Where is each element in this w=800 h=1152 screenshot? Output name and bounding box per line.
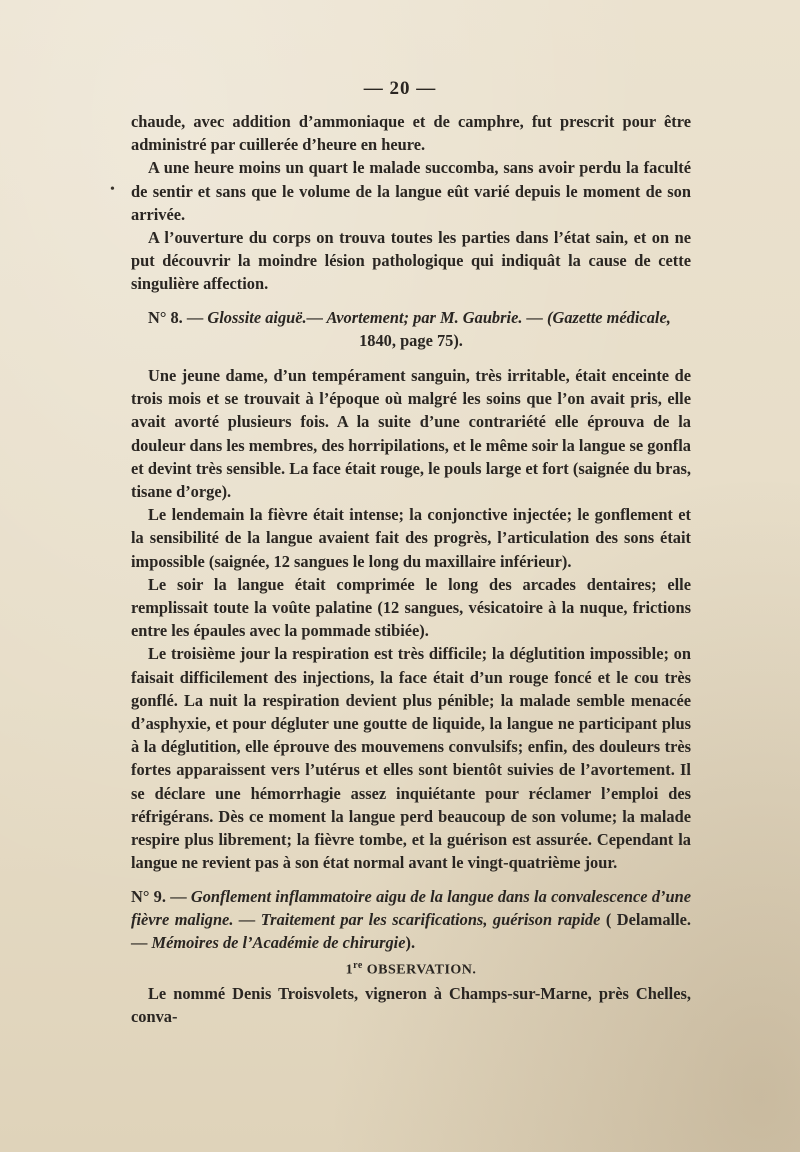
paragraph-observation-start: Le nommé Denis Troisvolets, vigneron à Champs-sur-Marne, près Chelles, conva- bbox=[131, 983, 691, 1027]
observation-label: OBSERVATION. bbox=[362, 962, 477, 978]
case-heading-8 bbox=[131, 306, 691, 352]
paragraph-death: A une heure moins un quart le malade succomba, sans avoir perdu la faculté de sentir et sans que le volume de la langue eût varié depuis le moment de son arrivée. bbox=[131, 158, 691, 224]
case-source-end-9: ). bbox=[405, 932, 416, 952]
paragraph-case8-evening: Le soir la langue était comprimée le long des arcades dentaires; elle remplissait toute la voûte palatine (12 sangues, vésicatoire à la nuque, frictions entre les épaules avec la pommade stibiée). bbox=[131, 574, 691, 641]
body-text bbox=[131, 110, 691, 1028]
paragraph-case8-intro: Une jeune dame, d’un tempérament sanguin, très irritable, était enceinte de trois mois et se trouvait à l’époque où malgré les soins que l’on avait pris, elle avait avorté plusieurs fois. A la suite d’une contrariété elle éprouva de la douleur dans les membres, des horripilations, et le même soir la langue se gonfla et devint très sensible. La face était rouge, le pouls large et fort (saignée du bras, tisane d’orge). bbox=[131, 366, 691, 502]
case-number-8: N° 8. — bbox=[148, 307, 208, 327]
paragraph-case8-day3: Le troisième jour la respiration est très difficile; la déglutition impossible; on faisait difficilement des injections, la face était d’un rouge foncé et le cou très gonflé. La nuit la respiration devient plus pénible; la malade semble menacée d’asphyxie, et pour dégluter une goutte de liquide, la langue ne participant plus à la déglutition, elle éprouve des mouvemens convulsifs; enfin, des douleurs très fortes apparaissent vers l’utérus et elles sont bientôt suivies de l’avortement. Il se déclare une hémorrhagie assez inquiétante pour réclamer l’emploi des réfrigérans. Dès ce moment la langue perd beaucoup de son volume; la malade respire plus librement; la fièvre tombe, et la guérison est assurée. Cependant la langue ne revient pas à son état normal avant le vingt-quatrième jour. bbox=[131, 644, 691, 873]
observation-heading bbox=[131, 954, 691, 982]
case-author-9: ( Delamalle. — bbox=[131, 909, 691, 952]
margin-mark: • bbox=[110, 182, 115, 197]
case-title-9: Gonflement inflammatoire aigu de la langue dans la convalescence d’une fièvre maligne. — Traitement par les scarifications, guérison rapide bbox=[131, 886, 691, 929]
case-source-8: 1840, page 75). bbox=[359, 330, 463, 350]
page-number: — 20 — bbox=[363, 78, 437, 99]
paragraph-case8-day2: Le lendemain la fièvre était intense; la conjonctive injectée; le gonflement et la sensibilité de la langue avaient fait des progrès, l’articulation des sons était impossible (saignée, 12 sangues le long du maxillaire inférieur). bbox=[131, 505, 691, 571]
observation-ordinal: re bbox=[353, 960, 363, 972]
paragraph-continuation: chaude, avec addition d’ammoniaque et de camphre, fut prescrit pour être administré par cuillerée d’heure en heure. bbox=[131, 112, 691, 155]
observation-number: 1 bbox=[345, 962, 354, 978]
paragraph-autopsy: A l’ouverture du corps on trouva toutes les parties dans l’état sain, et on ne put découvrir la moindre lésion pathologique qui indiquât la cause de cette singulière affection. bbox=[131, 228, 691, 294]
case-heading-9 bbox=[131, 885, 691, 955]
case-title-8: Glossite aiguë.— Avortement; par M. Gaubrie. — (Gazette médicale, bbox=[207, 307, 671, 327]
case-source-9: Mémoires de l’Académie de chirurgie bbox=[151, 932, 406, 952]
case-number-9: N° 9. — bbox=[131, 886, 191, 906]
